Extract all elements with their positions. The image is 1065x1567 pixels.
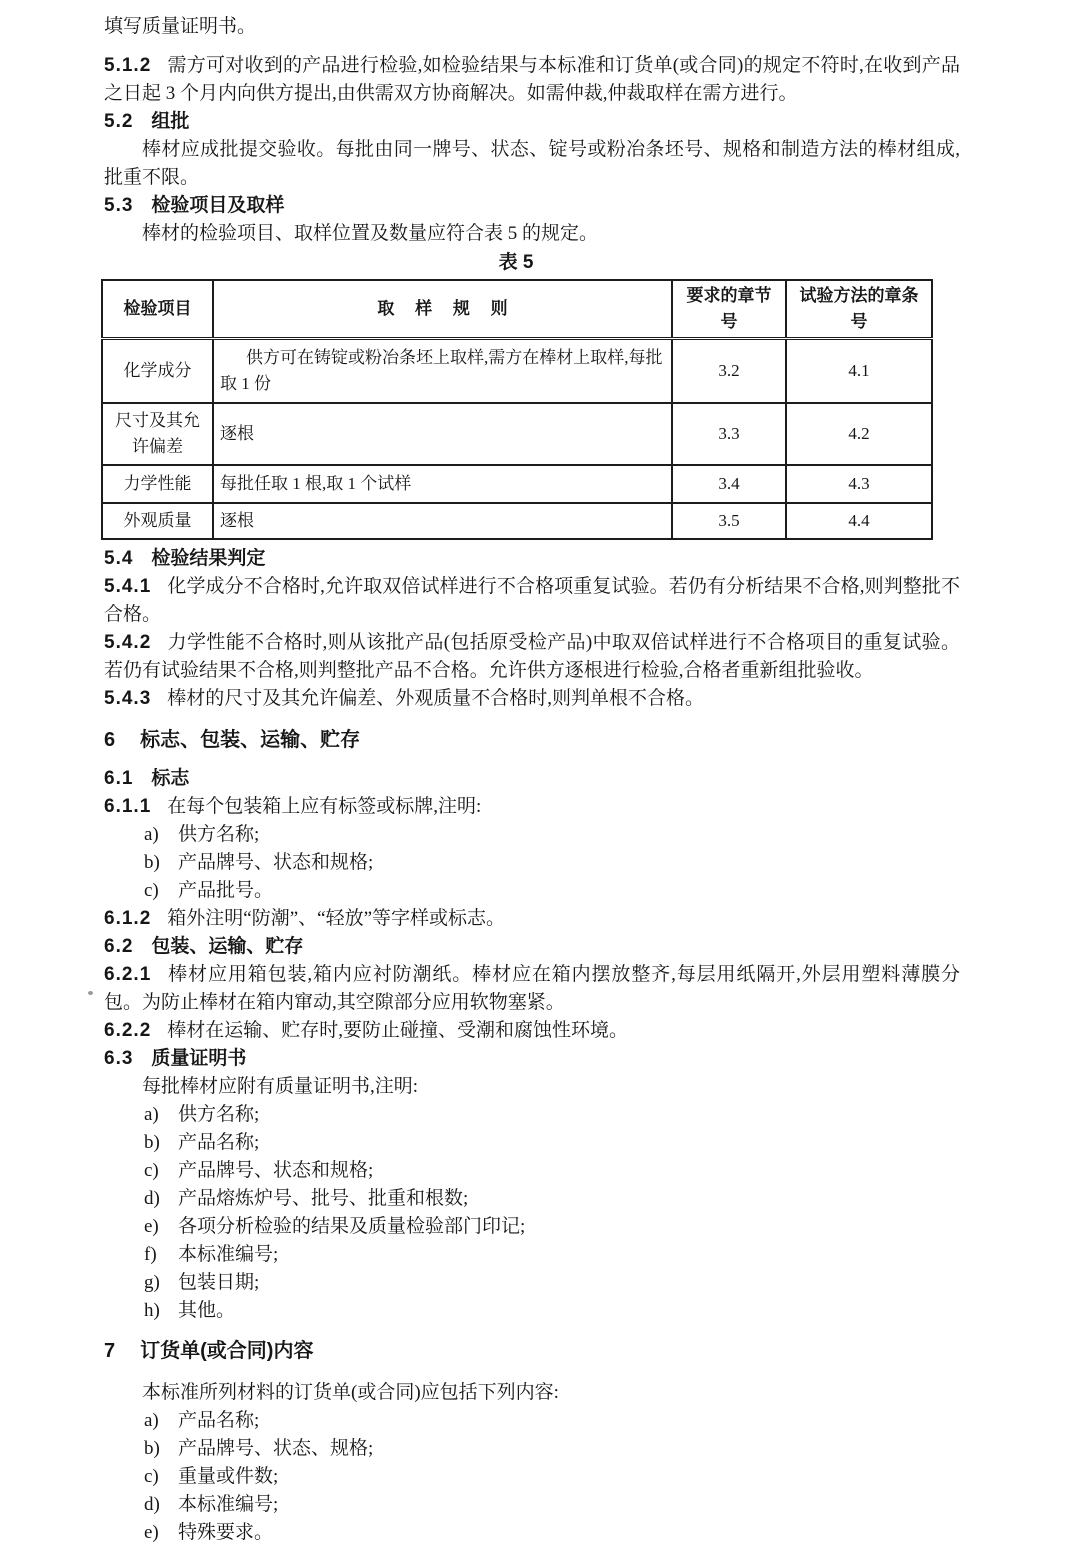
list-item-mark: b) (144, 1132, 160, 1153)
cell-rule: 供方可在铸锭或粉冶条坯上取样,需方在棒材上取样,每批取 1 份 (213, 339, 672, 404)
list-item-mark: g) (144, 1272, 160, 1293)
heading-5-3 (104, 192, 960, 220)
list-item-text: 各项分析检验的结果及质量检验部门印记; (178, 1216, 526, 1237)
list-item-mark: d) (144, 1494, 160, 1515)
list-item-text: 本标准编号; (178, 1244, 279, 1265)
list-item-text: 产品牌号、状态和规格; (178, 1160, 374, 1181)
heading-5-2-number: 5.2 (104, 111, 134, 132)
list-item-mark: d) (144, 1188, 160, 1209)
list-item-mark: b) (144, 1438, 160, 1459)
heading-6-2-number: 6.2 (104, 936, 134, 957)
cell-req: 3.4 (672, 465, 786, 503)
list-item (104, 1407, 960, 1435)
para-5-3: 棒材的检验项目、取样位置及数量应符合表 5 的规定。 (142, 223, 599, 244)
list-item (104, 1129, 960, 1157)
heading-7-title: 订货单(或合同)内容 (140, 1340, 314, 1362)
list-item-mark: e) (144, 1522, 159, 1543)
para-6-3: 每批棒材应附有质量证明书,注明: (142, 1076, 419, 1097)
heading-5-2-title: 组批 (151, 111, 190, 132)
cell-rule: 逐根 (213, 403, 672, 465)
lead-line: 填写质量证明书。 (104, 16, 257, 37)
heading-5-4 (104, 545, 960, 573)
heading-6-2 (104, 933, 960, 961)
table5-caption: 表 5 (498, 252, 534, 273)
list-item-mark: a) (144, 1410, 159, 1431)
clause-6-1-2-text: 箱外注明“防潮”、“轻放”等字样或标志。 (167, 908, 505, 929)
heading-6-1-number: 6.1 (104, 768, 134, 789)
table-row (102, 503, 932, 539)
heading-5-2 (104, 108, 960, 136)
list-item (104, 1463, 960, 1491)
list-item-text: 产品熔炼炉号、批号、批重和根数; (178, 1188, 469, 1209)
clause-6-1-1-number: 6.1.1 (104, 796, 152, 817)
clause-5-1-2-number: 5.1.2 (104, 55, 152, 76)
list-item (104, 1185, 960, 1213)
list-item-text: 重量或件数; (178, 1466, 279, 1487)
list-item-text: 产品批号。 (178, 880, 274, 901)
clause-5-1-2-text: 需方可对收到的产品进行检验,如检验结果与本标准和订货单(或合同)的规定不符时,在收到产品之日起 3 个月内向供方提出,由供需双方协商解决。如需仲裁,仲裁取样在需方进行。 (104, 55, 960, 104)
cell-rule: 每批任取 1 根,取 1 个试样 (213, 465, 672, 503)
list-item-text: 包装日期; (178, 1272, 260, 1293)
list-item-mark: c) (144, 1160, 159, 1181)
cell-method: 4.1 (786, 339, 932, 404)
cell-method: 4.3 (786, 465, 932, 503)
list-item (104, 1519, 960, 1547)
heading-5-3-number: 5.3 (104, 195, 134, 216)
cell-req: 3.2 (672, 339, 786, 404)
clause-5-4-1 (104, 573, 960, 629)
list-item-mark: b) (144, 852, 160, 873)
heading-6 (104, 726, 960, 754)
list-item (104, 849, 960, 877)
clause-5-4-2-number: 5.4.2 (104, 632, 152, 653)
cell-rule: 逐根 (213, 503, 672, 539)
heading-6-1-title: 标志 (151, 768, 190, 789)
clause-6-2-1-number: 6.2.1 (104, 964, 152, 985)
cell-req: 3.5 (672, 503, 786, 539)
clause-6-1-1 (104, 793, 960, 821)
list-item (104, 1157, 960, 1185)
list-item-mark: a) (144, 1104, 159, 1125)
list-item-text: 产品牌号、状态、规格; (178, 1438, 374, 1459)
heading-6-3 (104, 1045, 960, 1073)
scan-speck (88, 991, 93, 995)
list-item-text: 其他。 (178, 1300, 236, 1321)
list-item-mark: f) (144, 1244, 157, 1265)
cell-item: 尺寸及其允许偏差 (102, 403, 213, 465)
heading-6-2-title: 包装、运输、贮存 (151, 936, 304, 957)
list-item (104, 1101, 960, 1129)
list-item (104, 1435, 960, 1463)
list-item-text: 本标准编号; (178, 1494, 279, 1515)
table-row (102, 465, 932, 503)
list-item-mark: c) (144, 880, 159, 901)
table5-header-item: 检验项目 (102, 280, 213, 339)
heading-6-3-title: 质量证明书 (151, 1048, 247, 1069)
table-row (102, 339, 932, 404)
heading-5-3-title: 检验项目及取样 (151, 195, 285, 216)
list-7 (104, 1407, 960, 1547)
list-item-text: 产品名称; (178, 1132, 260, 1153)
list-item (104, 821, 960, 849)
heading-7 (104, 1337, 960, 1365)
clause-6-1-2-number: 6.1.2 (104, 908, 152, 929)
clause-5-4-2-text: 力学性能不合格时,则从该批产品(包括原受检产品)中取双倍试样进行不合格项目的重复试验。若仍有试验结果不合格,则判整批产品不合格。允许供方逐根进行检验,合格者重新组批验收。 (104, 632, 960, 681)
list-item-mark: h) (144, 1300, 160, 1321)
table-row (102, 403, 932, 465)
heading-6-3-number: 6.3 (104, 1048, 134, 1069)
table5-header-req: 要求的章节号 (672, 280, 786, 339)
clause-5-4-3-number: 5.4.3 (104, 688, 152, 709)
list-item-mark: e) (144, 1216, 159, 1237)
clause-6-2-2-number: 6.2.2 (104, 1020, 152, 1041)
list-6-3 (104, 1101, 960, 1325)
list-item-text: 产品牌号、状态和规格; (178, 852, 374, 873)
heading-7-number: 7 (104, 1340, 117, 1362)
list-item (104, 1213, 960, 1241)
clause-6-2-2 (104, 1017, 960, 1045)
list-item (104, 1269, 960, 1297)
list-6-1-1 (104, 821, 960, 905)
table5 (101, 279, 933, 540)
clause-5-4-3-text: 棒材的尺寸及其允许偏差、外观质量不合格时,则判单根不合格。 (167, 688, 705, 709)
heading-5-4-title: 检验结果判定 (151, 548, 266, 569)
table5-header-rule: 取 样 规 则 (213, 280, 672, 339)
heading-5-4-number: 5.4 (104, 548, 134, 569)
cell-item: 外观质量 (102, 503, 213, 539)
table5-header-method: 试验方法的章条号 (786, 280, 932, 339)
clause-5-4-1-text: 化学成分不合格时,允许取双倍试样进行不合格项重复试验。若仍有分析结果不合格,则判整批不合格。 (104, 576, 960, 625)
list-item (104, 1241, 960, 1269)
cell-method: 4.4 (786, 503, 932, 539)
heading-6-title: 标志、包装、运输、贮存 (140, 729, 361, 751)
list-item-mark: c) (144, 1466, 159, 1487)
cell-item: 力学性能 (102, 465, 213, 503)
list-item (104, 1297, 960, 1325)
clause-6-1-1-text: 在每个包装箱上应有标签或标牌,注明: (167, 796, 482, 817)
cell-req: 3.3 (672, 403, 786, 465)
list-item-mark: a) (144, 824, 159, 845)
clause-6-2-2-text: 棒材在运输、贮存时,要防止碰撞、受潮和腐蚀性环境。 (167, 1020, 629, 1041)
clause-5-4-2 (104, 629, 960, 685)
heading-6-1 (104, 765, 960, 793)
list-item-text: 供方名称; (178, 824, 260, 845)
clause-6-2-1 (104, 961, 960, 1017)
list-item-text: 产品名称; (178, 1410, 260, 1431)
heading-6-number: 6 (104, 729, 117, 751)
list-item-text: 特殊要求。 (178, 1522, 274, 1543)
para-5-2: 棒材应成批提交验收。每批由同一牌号、状态、锭号或粉冶条坯号、规格和制造方法的棒材组成,批重不限。 (104, 139, 960, 188)
clause-5-1-2 (104, 52, 960, 108)
cell-item: 化学成分 (102, 339, 213, 404)
list-item (104, 1491, 960, 1519)
list-item-text: 供方名称; (178, 1104, 260, 1125)
table5-header-row (102, 280, 932, 339)
clause-6-2-1-text: 棒材应用箱包装,箱内应衬防潮纸。棒材应在箱内摆放整齐,每层用纸隔开,外层用塑料薄膜分包。为防止棒材在箱内窜动,其空隙部分应用软物塞紧。 (104, 964, 960, 1013)
cell-method: 4.2 (786, 403, 932, 465)
list-item (104, 877, 960, 905)
clause-5-4-3 (104, 685, 960, 713)
clause-5-4-1-number: 5.4.1 (104, 576, 152, 597)
para-7: 本标准所列材料的订货单(或合同)应包括下列内容: (142, 1382, 559, 1403)
clause-6-1-2 (104, 905, 960, 933)
